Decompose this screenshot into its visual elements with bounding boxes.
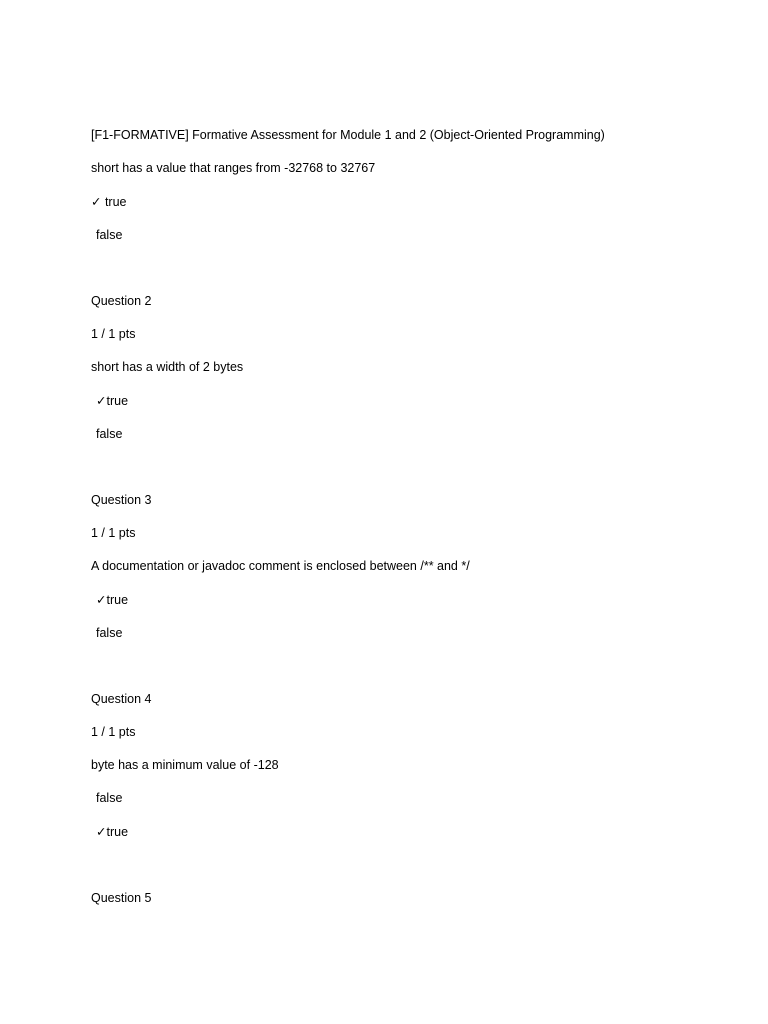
option-label: false (96, 791, 123, 805)
question-1-prompt: short has a value that ranges from -32768 to 32767 (91, 161, 376, 175)
option-label: false (96, 427, 123, 441)
option-label: true (106, 825, 129, 839)
option-label: false (96, 228, 123, 242)
question-1-option-true (91, 194, 127, 210)
question-2-option-true (96, 393, 128, 409)
question-3-option-true (96, 592, 128, 608)
question-2-points: 1 / 1 pts (91, 327, 136, 341)
question-4-option-true (96, 824, 128, 840)
question-5-heading: Question 5 (91, 891, 152, 905)
question-3-points: 1 / 1 pts (91, 526, 136, 540)
question-4-heading: Question 4 (91, 692, 152, 706)
question-2-prompt: short has a width of 2 bytes (91, 360, 244, 374)
question-4-option-false (96, 790, 122, 806)
question-4-points: 1 / 1 pts (91, 725, 136, 739)
checkmark-icon: ✓ (91, 195, 102, 209)
question-3-option-false (96, 625, 122, 641)
question-1-option-false (96, 227, 122, 243)
question-3-prompt: A documentation or javadoc comment is enclosed between /** and */ (91, 559, 470, 573)
option-label: true (101, 195, 127, 209)
question-2-option-false (96, 426, 122, 442)
checkmark-icon: ✓ (96, 825, 107, 839)
option-label: true (106, 394, 129, 408)
question-2-heading: Question 2 (91, 294, 152, 308)
checkmark-icon: ✓ (96, 593, 107, 607)
checkmark-icon: ✓ (96, 394, 107, 408)
question-3-heading: Question 3 (91, 493, 152, 507)
option-label: true (106, 593, 129, 607)
question-4-prompt: byte has a minimum value of -128 (91, 758, 279, 772)
document-title: [F1-FORMATIVE] Formative Assessment for Module 1 and 2 (Object-Oriented Programming) (91, 128, 605, 142)
option-label: false (96, 626, 123, 640)
